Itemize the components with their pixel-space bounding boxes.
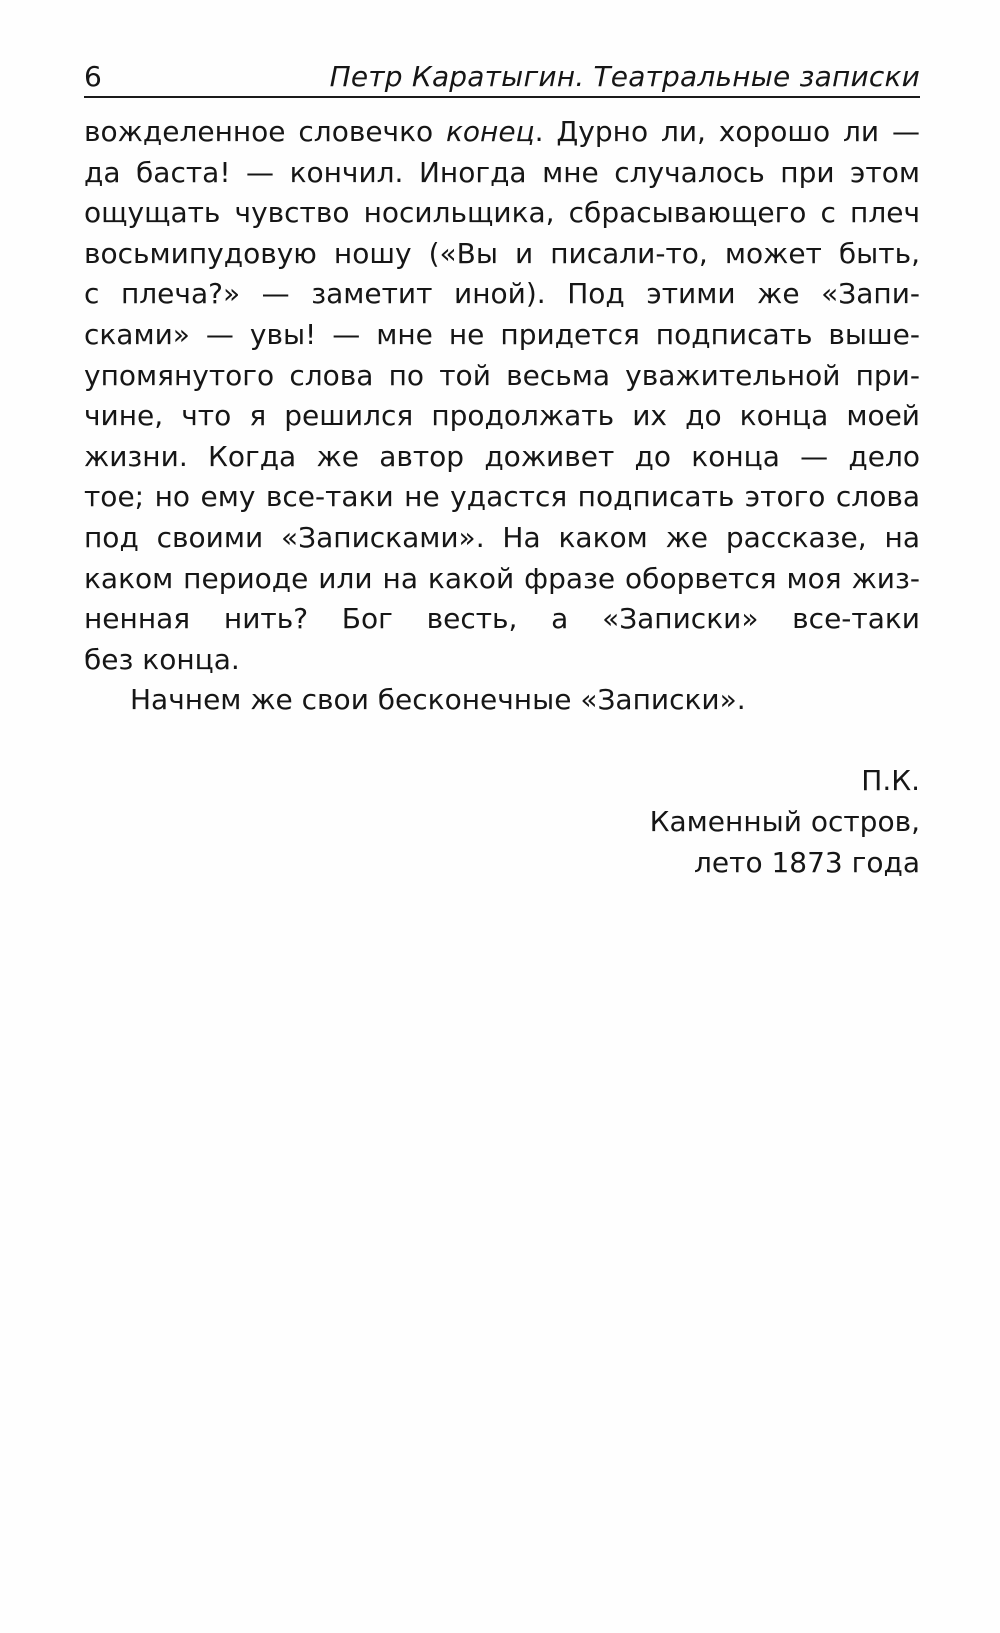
- text-line-9: жизни. Когда же автор доживет до конца — дело: [84, 439, 920, 473]
- text-line-11: под своими «Записками». На каком же рассказе, на: [84, 520, 920, 554]
- text-line-1: [84, 112, 920, 153]
- text-line-6: сками» — увы! — мне не придется подписать выше-: [84, 317, 920, 351]
- signature-date: лето 1873 года: [694, 846, 920, 879]
- text-line-1-start: вожделенное словечко: [84, 115, 447, 148]
- text-line-14: без конца.: [84, 642, 240, 676]
- text-line-12: каком периоде или на какой фразе оборвется моя жиз-: [84, 561, 920, 595]
- body-text: [84, 112, 920, 721]
- text-line-7: упомянутого слова по той весьма уважительной при-: [84, 358, 920, 392]
- running-head: [84, 56, 920, 98]
- signature-initials: П.К.: [861, 764, 920, 797]
- signature-block: [520, 760, 920, 883]
- running-title: Петр Каратыгин. Театральные записки: [329, 60, 920, 93]
- page-number: 6: [84, 60, 102, 93]
- italic-word: конец: [446, 115, 535, 148]
- text-line-1-end: . Дурно ли, хорошо ли —: [534, 115, 920, 148]
- text-line-2: да баста! — кончил. Иногда мне случалось при этом: [84, 155, 920, 189]
- text-line-3: ощущать чувство носильщика, сбрасывающего с плеч: [84, 196, 920, 230]
- signature-place: Каменный остров,: [649, 805, 920, 838]
- text-line-13: ненная нить? Бог весть, а «Записки» все-таки: [84, 602, 920, 636]
- text-line-10: тое; но ему все-таки не удастся подписать этого слова: [84, 480, 920, 514]
- text-line-5: с плеча?» — заметит иной). Под этими же «Запи-: [84, 277, 920, 311]
- paragraph-2: Начнем же свои бесконечные «Записки».: [130, 683, 746, 717]
- text-line-4: восьмипудовую ношу («Вы и писали-то, может быть,: [84, 236, 920, 270]
- text-line-8: чине, что я решился продолжать их до конца моей: [84, 399, 920, 433]
